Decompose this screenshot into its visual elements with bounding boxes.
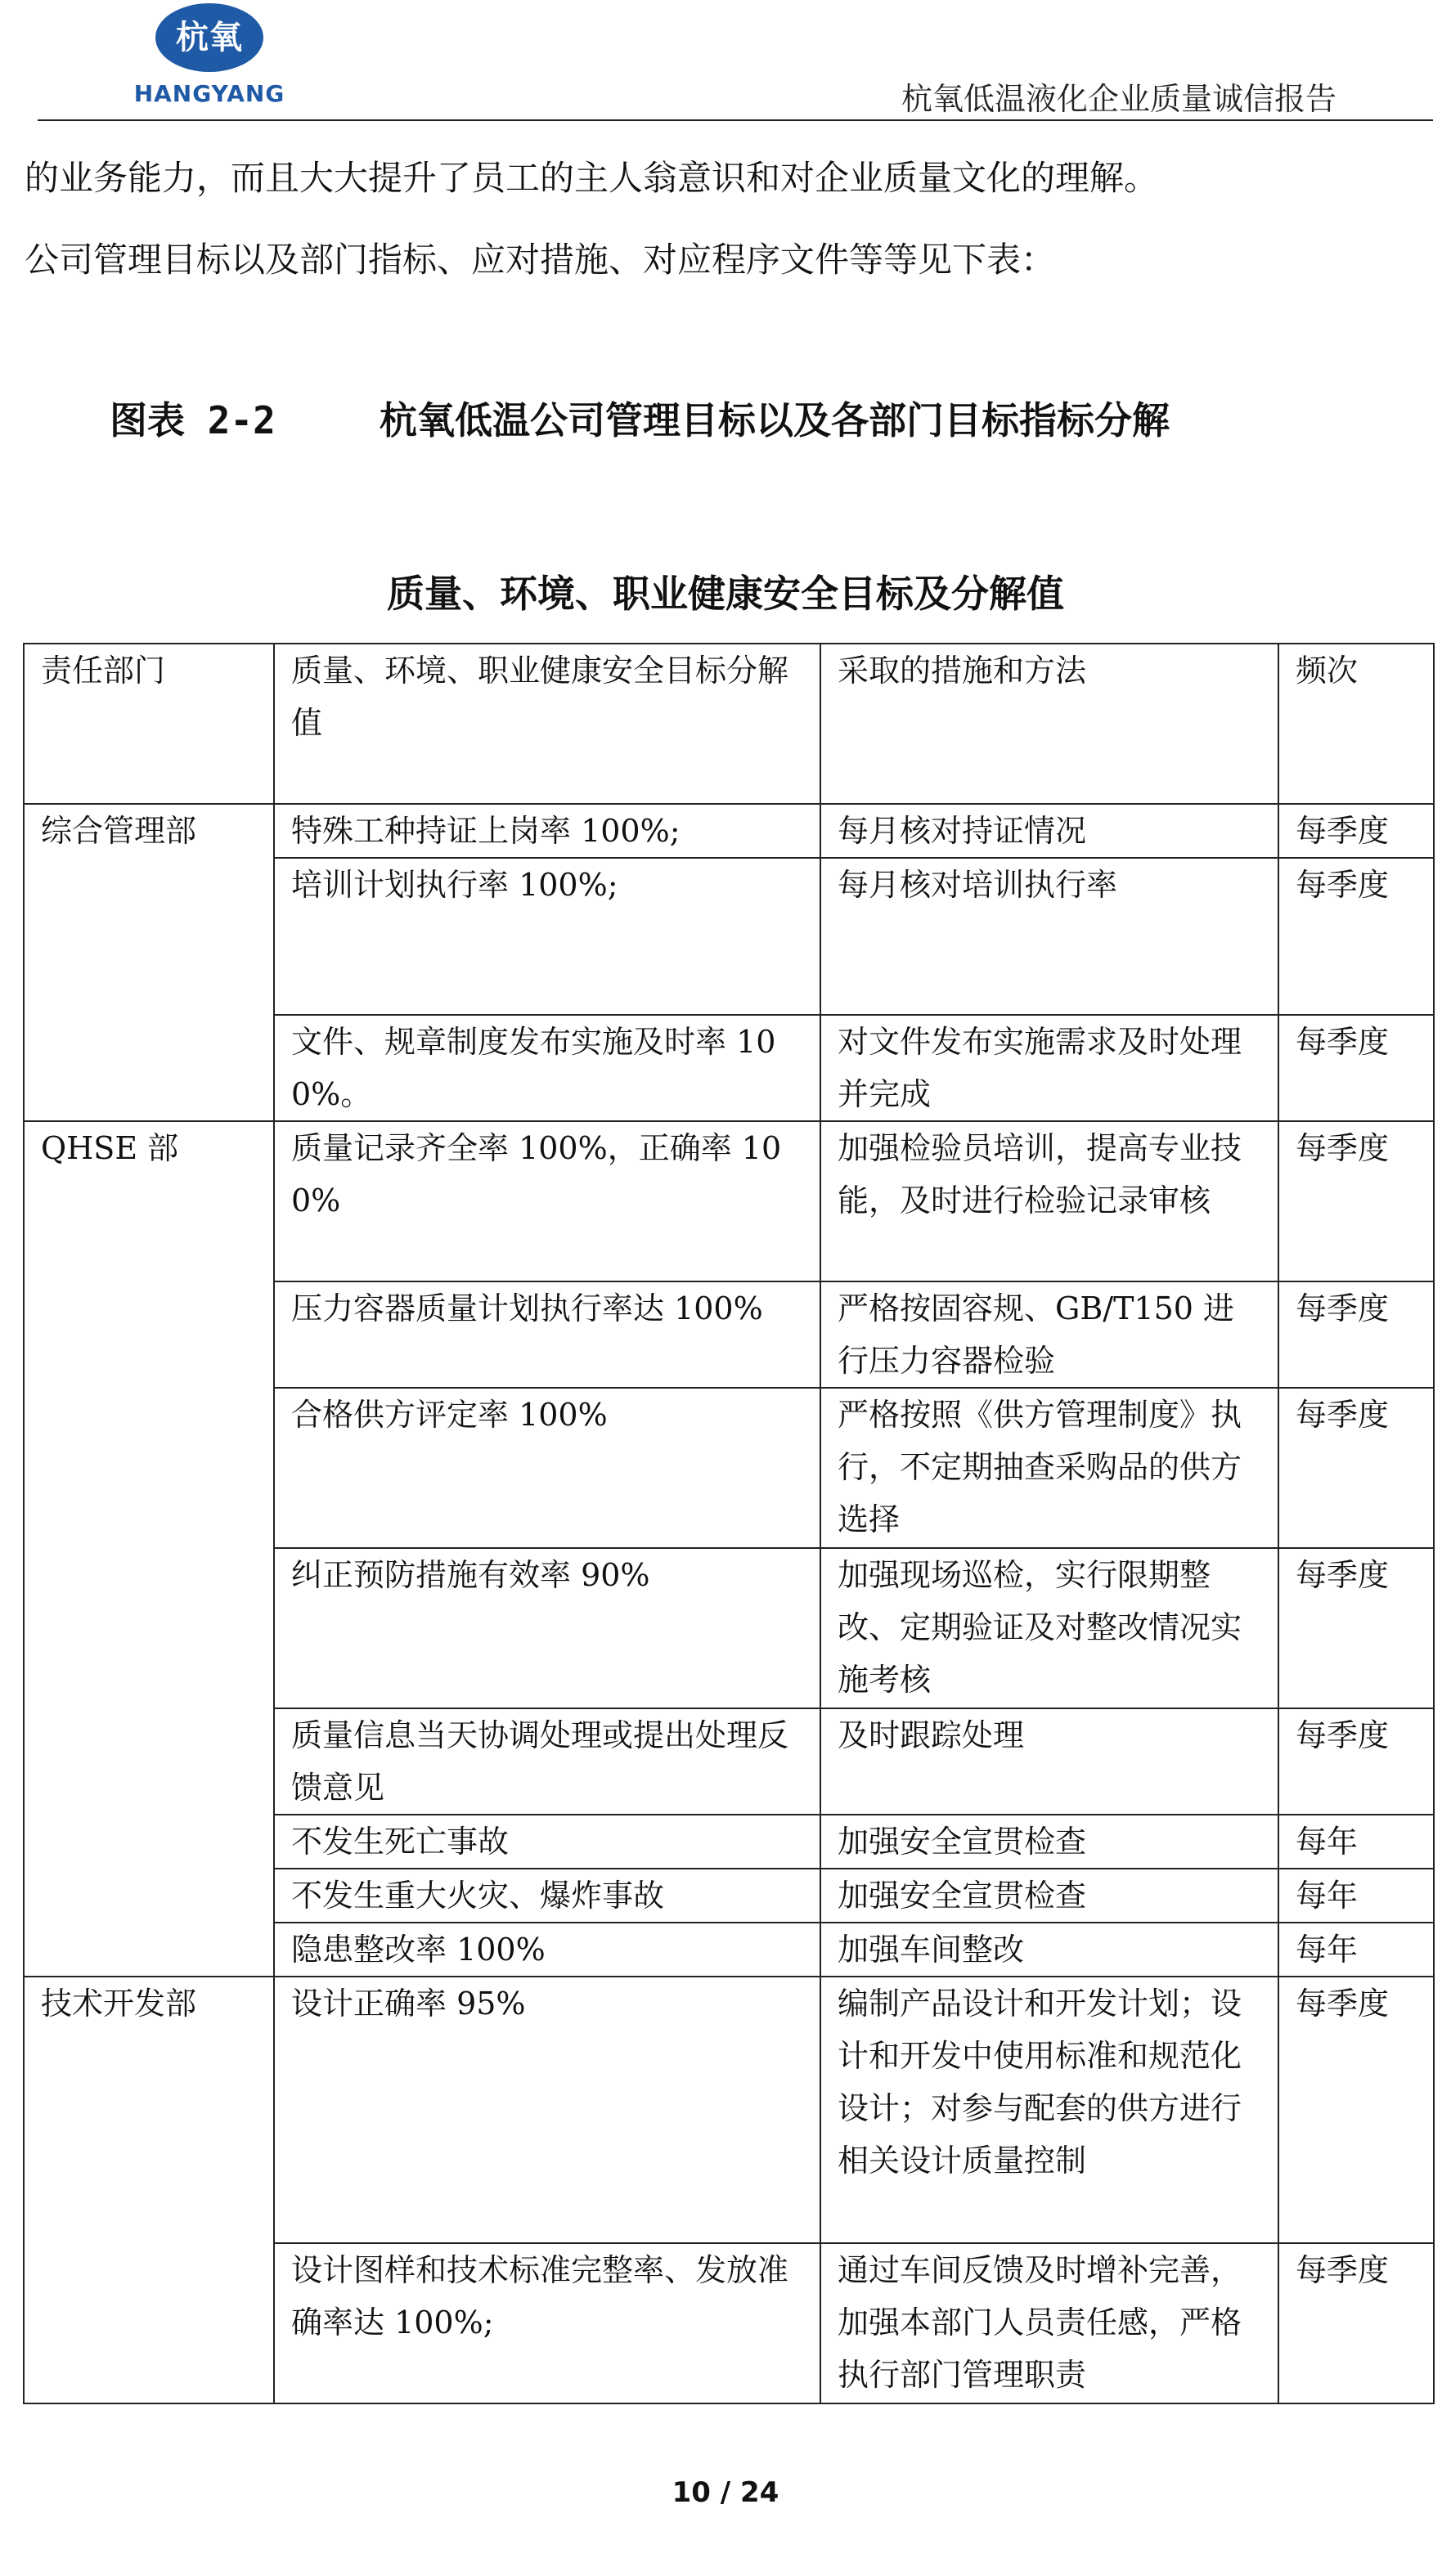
header-divider <box>38 119 1433 121</box>
table-title: 质量、环境、职业健康安全目标及分解值 <box>387 572 1064 616</box>
target-cell: 特殊工种持证上岗率 100%; <box>274 804 820 858</box>
frequency-cell: 每季度 <box>1278 1977 1434 2243</box>
header-cell-dept: 责任部门 <box>24 644 274 804</box>
measure-cell: 加强检验员培训，提高专业技能，及时进行检验记录审核 <box>820 1121 1278 1281</box>
frequency-cell: 每季度 <box>1278 1281 1434 1388</box>
logo-badge: 杭氧 <box>155 3 263 72</box>
measure-cell: 对文件发布实施需求及时处理并完成 <box>820 1015 1278 1121</box>
intro-line-1: 的业务能力，而且大大提升了员工的主人翁意识和对企业质量文化的理解。 <box>25 158 1159 198</box>
figure-caption <box>110 391 1170 445</box>
measure-cell: 每月核对持证情况 <box>820 804 1278 858</box>
target-cell: 设计图样和技术标准完整率、发放准确率达 100%; <box>274 2243 820 2403</box>
header-cell-measure: 采取的措施和方法 <box>820 644 1278 804</box>
logo-wordmark: HANGYANG <box>133 80 285 107</box>
dept-cell: 综合管理部 <box>24 804 274 1121</box>
figure-title: 杭氧低温公司管理目标以及各部门目标指标分解 <box>380 398 1170 442</box>
target-cell: 纠正预防措施有效率 90% <box>274 1548 820 1708</box>
frequency-cell: 每季度 <box>1278 1015 1434 1121</box>
measure-cell: 加强安全宣贯检查 <box>820 1869 1278 1923</box>
dept-cell: 技术开发部 <box>24 1977 274 2403</box>
target-cell: 文件、规章制度发布实施及时率 100%。 <box>274 1015 820 1121</box>
target-cell: 质量信息当天协调处理或提出处理反馈意见 <box>274 1708 820 1815</box>
table-row <box>24 804 1434 858</box>
measure-cell: 通过车间反馈及时增补完善，加强本部门人员责任感，严格执行部门管理职责 <box>820 2243 1278 2403</box>
frequency-cell: 每季度 <box>1278 804 1434 858</box>
figure-number: 图表 2-2 <box>110 398 276 442</box>
intro-line-2: 公司管理目标以及部门指标、应对措施、对应程序文件等等见下表： <box>25 240 1056 280</box>
measure-cell: 加强安全宣贯检查 <box>820 1815 1278 1869</box>
frequency-cell: 每季度 <box>1278 858 1434 1015</box>
target-cell: 设计正确率 95% <box>274 1977 820 2243</box>
target-cell: 压力容器质量计划执行率达 100% <box>274 1281 820 1388</box>
target-cell: 不发生死亡事故 <box>274 1815 820 1869</box>
target-cell: 不发生重大火灾、爆炸事故 <box>274 1869 820 1923</box>
frequency-cell: 每年 <box>1278 1869 1434 1923</box>
table-row <box>24 1977 1434 2243</box>
report-title: 杭氧低温液化企业质量诚信报告 <box>901 81 1336 117</box>
measure-cell: 加强车间整改 <box>820 1923 1278 1977</box>
target-cell: 质量记录齐全率 100%，正确率 100% <box>274 1121 820 1281</box>
dept-cell: QHSE 部 <box>24 1121 274 1977</box>
target-cell: 隐患整改率 100% <box>274 1923 820 1977</box>
frequency-cell: 每季度 <box>1278 1708 1434 1815</box>
table-row <box>24 1121 1434 1281</box>
frequency-cell: 每年 <box>1278 1815 1434 1869</box>
frequency-cell: 每季度 <box>1278 1388 1434 1548</box>
page-number: 10 / 24 <box>672 2476 779 2509</box>
target-cell: 合格供方评定率 100% <box>274 1388 820 1548</box>
measure-cell: 及时跟踪处理 <box>820 1708 1278 1815</box>
measure-cell: 严格按照《供方管理制度》执行，不定期抽查采购品的供方选择 <box>820 1388 1278 1548</box>
header-cell-frequency: 频次 <box>1278 644 1434 804</box>
frequency-cell: 每季度 <box>1278 1121 1434 1281</box>
measure-cell: 严格按固容规、GB/T150 进行压力容器检验 <box>820 1281 1278 1388</box>
company-logo <box>123 0 294 114</box>
target-cell: 培训计划执行率 100%; <box>274 858 820 1015</box>
measure-cell: 编制产品设计和开发计划；设计和开发中使用标准和规范化设计；对参与配套的供方进行相关设计质量控制 <box>820 1977 1278 2243</box>
frequency-cell: 每季度 <box>1278 1548 1434 1708</box>
targets-table <box>23 643 1435 2404</box>
table-header-row <box>24 644 1434 804</box>
header-cell-target: 质量、环境、职业健康安全目标分解值 <box>274 644 820 804</box>
measure-cell: 每月核对培训执行率 <box>820 858 1278 1015</box>
measure-cell: 加强现场巡检，实行限期整改、定期验证及对整改情况实施考核 <box>820 1548 1278 1708</box>
frequency-cell: 每年 <box>1278 1923 1434 1977</box>
frequency-cell: 每季度 <box>1278 2243 1434 2403</box>
